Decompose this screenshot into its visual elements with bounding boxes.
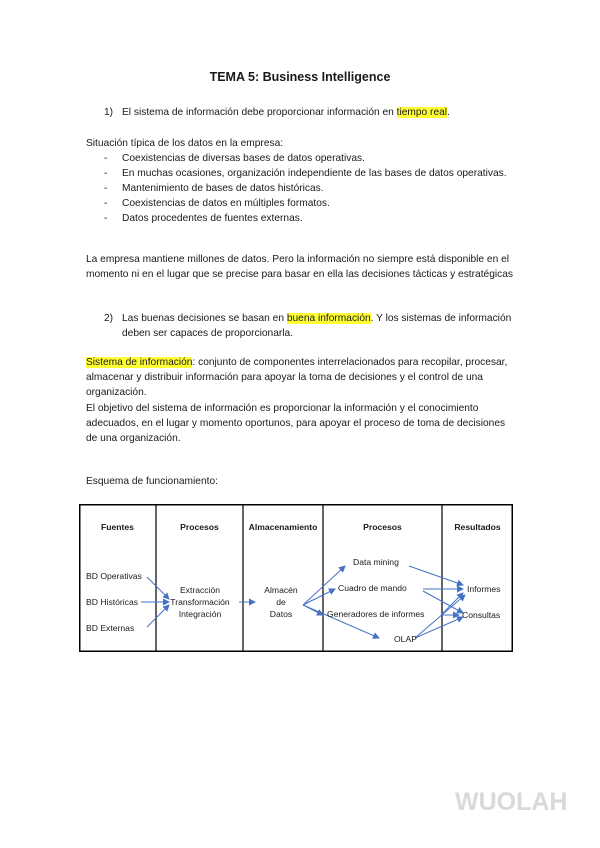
arrow-dm-informes — [409, 566, 463, 585]
proceso-integracion: Integración — [178, 609, 222, 619]
definicion-paragraph — [86, 355, 516, 400]
list-item: - Datos procedentes de fuentes externas. — [104, 213, 303, 224]
schema-diagram — [79, 504, 513, 652]
header-procesos-2: Procesos — [363, 522, 402, 532]
definicion-text: : conjunto de componentes interrelacionados para recopilar, procesar, almacenar y distribuir información para apoyar la toma de decisiones y el control de una organización. — [86, 357, 508, 398]
situacion-heading: Situación típica de los datos en la empresa: — [86, 138, 284, 149]
proceso-cuadro-mando: Cuadro de mando — [338, 583, 407, 593]
resultado-informes: Informes — [467, 584, 501, 594]
item-1-highlight: tiempo real — [396, 107, 448, 118]
item-1-number: 1) — [104, 107, 114, 118]
item-2-highlight: buena información — [286, 313, 371, 324]
proceso-data-mining: Data mining — [353, 557, 399, 567]
situacion-list — [86, 151, 516, 226]
item-2-text — [122, 311, 517, 341]
header-almacenamiento: Almacenamiento — [248, 522, 318, 532]
fuente-operativas: BD Operativas — [86, 571, 142, 581]
header-procesos-1: Procesos — [180, 522, 219, 532]
header-resultados: Resultados — [454, 522, 501, 532]
almacen-line-2: de — [276, 597, 286, 607]
item-1-text — [122, 105, 517, 120]
resultado-consultas: Consultas — [462, 610, 501, 620]
proceso-transformacion: Transformación — [170, 597, 230, 607]
item-2-number: 2) — [104, 313, 114, 324]
list-item: - Coexistencias de datos en múltiples formatos. — [104, 198, 330, 209]
arrow-cuadro — [303, 589, 335, 605]
item-1-text-before: El sistema de información debe proporcionar información en — [122, 107, 397, 118]
item-1-text-after: . — [447, 107, 450, 118]
list-item: - En muchas ocasiones, organización independiente de las bases de datos operativas. — [104, 168, 507, 179]
page-title: TEMA 5: Business Intelligence — [209, 70, 391, 84]
item-2-text-after: . Y los sistemas de información deben ser capaces de proporcionarla. — [122, 313, 512, 339]
proceso-olap: OLAP — [394, 634, 417, 644]
almacen-line-3: Datos — [269, 609, 293, 619]
header-fuentes: Fuentes — [101, 522, 134, 532]
fuente-historicas: BD Históricas — [86, 597, 139, 607]
esquema-label: Esquema de funcionamiento: — [86, 476, 218, 487]
millones-paragraph: La empresa mantiene millones de datos. Pero la información no siempre está disponible en el momento ni en el lugar que se precise para basar en ella las decisiones tácticas y estratégicas — [86, 254, 513, 280]
list-item: - Mantenimiento de bases de datos históricas. — [104, 183, 324, 194]
fuente-externas: BD Externas — [86, 623, 135, 633]
arrow-olap-consultas — [415, 617, 463, 638]
objetivo-paragraph: El objetivo del sistema de información es proporcionar la información y el conocimiento adecuados, en el lugar y momento oportunos, para apoyar el proceso de toma de decisiones de una organización. — [86, 403, 506, 444]
almacen-line-1: Almacén — [264, 585, 298, 595]
list-item: - Coexistencias de diversas bases de datos operativas. — [104, 153, 365, 164]
wuolah-watermark: WUOLAH — [455, 788, 568, 816]
definicion-highlight: Sistema de información — [86, 357, 193, 368]
proceso-extraccion: Extracción — [179, 585, 221, 595]
item-2-text-before: Las buenas decisiones se basan en — [122, 313, 287, 324]
proceso-generadores: Generadores de informes — [327, 609, 425, 619]
